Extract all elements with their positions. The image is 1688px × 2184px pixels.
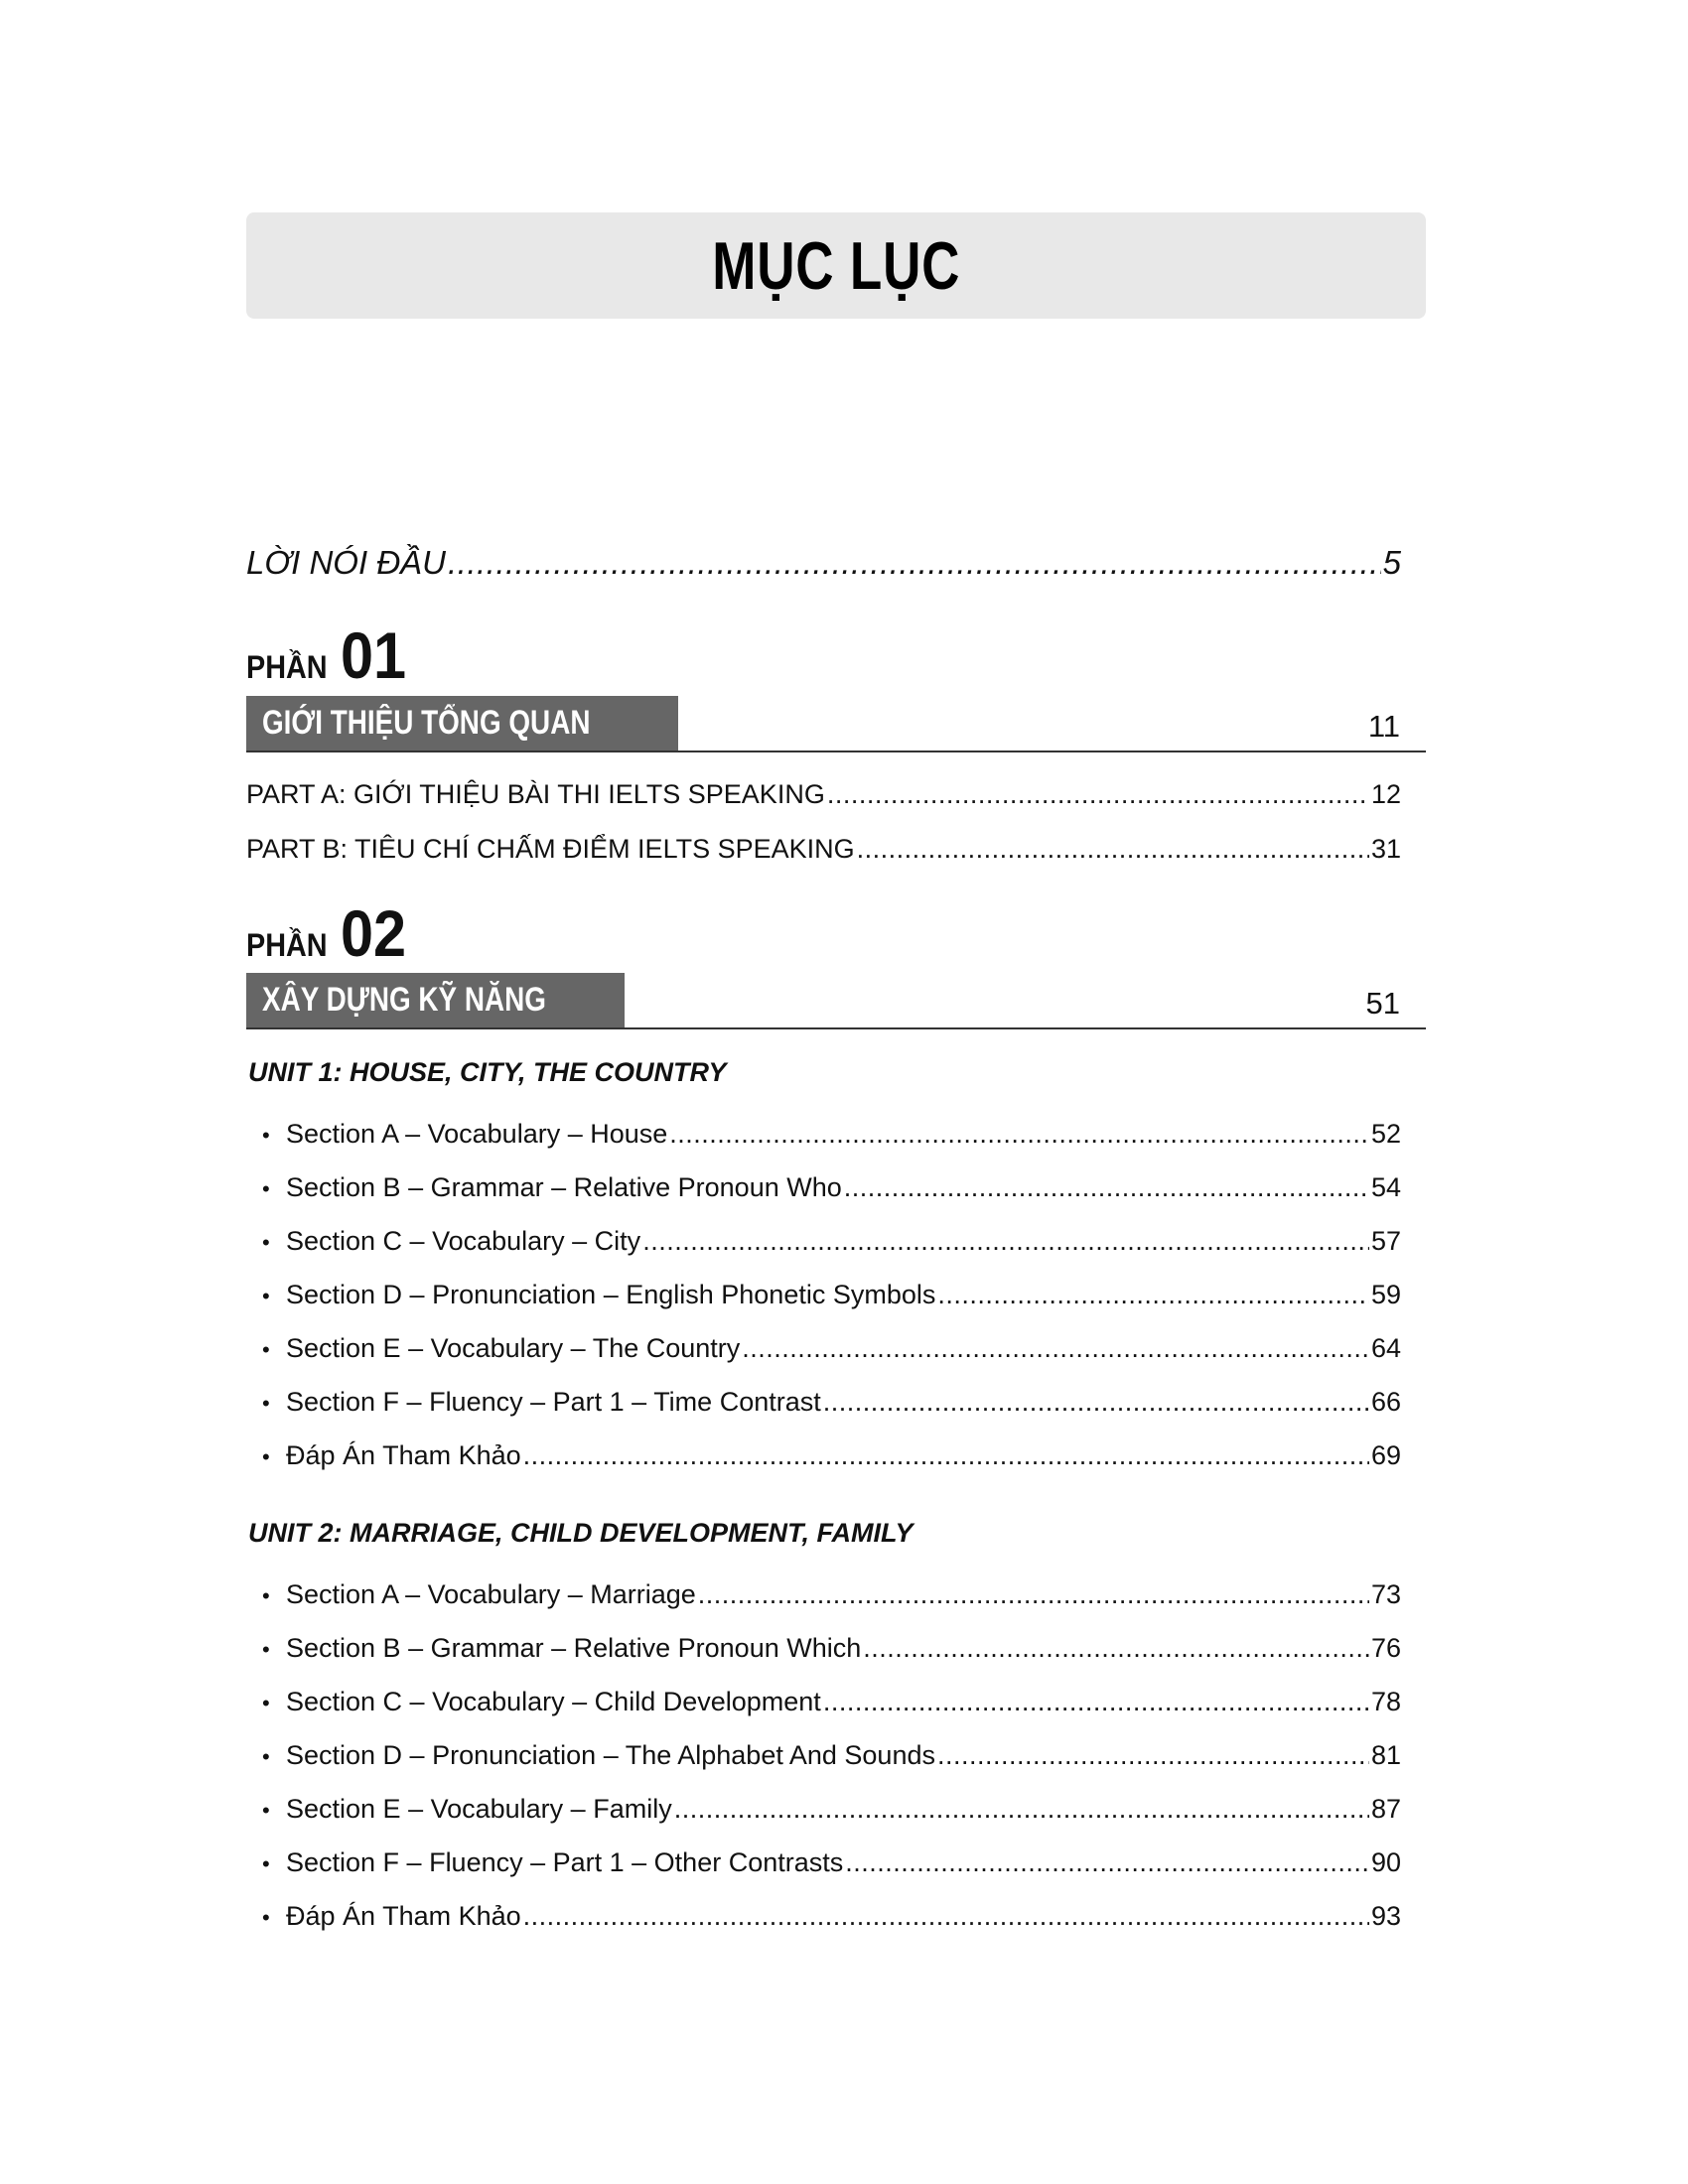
entry-page: 76: [1370, 1633, 1401, 1663]
toc-entry[interactable]: [262, 1387, 1401, 1418]
bullet-icon: •: [262, 1691, 270, 1715]
entry-page: 78: [1370, 1687, 1401, 1716]
toc-entry-preface[interactable]: [246, 544, 1401, 582]
entry-label: Section A – Vocabulary – Marriage: [286, 1579, 696, 1609]
bullet-icon: •: [262, 1176, 270, 1201]
toc-entry[interactable]: [262, 1119, 1401, 1150]
bullet-icon: •: [262, 1123, 270, 1148]
entry-label: Section D – Pronunciation – English Phonetic Symbols: [286, 1280, 936, 1309]
toc-entry[interactable]: [262, 1172, 1401, 1203]
dot-leader: [669, 1119, 1369, 1150]
toc-entry[interactable]: [262, 1226, 1401, 1257]
phan-label: PHẦN: [246, 649, 328, 685]
bullet-icon: •: [262, 1230, 270, 1255]
toc-entry[interactable]: [262, 1579, 1401, 1610]
entry-page: 31: [1370, 834, 1401, 864]
entry-label: Section E – Vocabulary – The Country: [286, 1333, 741, 1363]
dot-leader: [523, 1440, 1369, 1471]
dot-leader: [642, 1226, 1369, 1257]
entry-page: 87: [1370, 1794, 1401, 1824]
entry-label: Đáp Án Tham Khảo: [286, 1901, 521, 1931]
dot-leader: [857, 834, 1369, 865]
bullet-icon: •: [262, 1798, 270, 1823]
entry-label: Section F – Fluency – Part 1 – Other Contrasts: [286, 1847, 844, 1877]
dot-leader: [845, 1847, 1369, 1878]
entry-label: Section B – Grammar – Relative Pronoun Who: [286, 1172, 842, 1202]
entry-page: 59: [1370, 1280, 1401, 1309]
dot-leader: [674, 1794, 1369, 1825]
toc-entry[interactable]: [262, 1740, 1401, 1771]
dot-leader: [823, 1687, 1369, 1717]
phan-number: 01: [340, 618, 406, 692]
bullet-icon: •: [262, 1391, 270, 1416]
part-number-heading: [246, 617, 413, 693]
title-banner: [246, 212, 1426, 319]
entry-page: 66: [1370, 1387, 1401, 1417]
toc-entry[interactable]: [262, 1901, 1401, 1932]
entry-page: 52: [1370, 1119, 1401, 1149]
entry-page: 57: [1370, 1226, 1401, 1256]
entry-page: 54: [1370, 1172, 1401, 1202]
entry-label: Section C – Vocabulary – Child Development: [286, 1687, 821, 1716]
dot-leader: [523, 1901, 1369, 1932]
toc-entry[interactable]: [262, 1280, 1401, 1310]
toc-entry[interactable]: [262, 1333, 1401, 1364]
bullet-icon: •: [262, 1444, 270, 1469]
bullet-icon: •: [262, 1583, 270, 1608]
dot-leader: [937, 1740, 1369, 1771]
dot-leader: [863, 1633, 1369, 1664]
part-page: 11: [1367, 709, 1400, 744]
bullet-icon: •: [262, 1744, 270, 1769]
entry-page: 64: [1370, 1333, 1401, 1363]
bullet-icon: •: [262, 1905, 270, 1930]
phan-label: PHẦN: [246, 927, 328, 963]
dot-leader: [827, 779, 1369, 810]
entry-page: 90: [1370, 1847, 1401, 1877]
toc-entry[interactable]: [262, 1687, 1401, 1717]
toc-entry[interactable]: [262, 1847, 1401, 1878]
entry-page: 73: [1370, 1579, 1401, 1609]
dot-leader: [698, 1579, 1369, 1610]
part-heading-tag: GIỚI THIỆU TỔNG QUAN: [246, 696, 678, 751]
dot-leader: [823, 1387, 1369, 1418]
entry-label: Section C – Vocabulary – City: [286, 1226, 641, 1256]
entry-label: PART A: GIỚI THIỆU BÀI THI IELTS SPEAKING: [246, 779, 825, 809]
entry-page: 5: [1382, 544, 1401, 581]
dot-leader: [448, 544, 1381, 582]
entry-label: Section D – Pronunciation – The Alphabet And Sounds: [286, 1740, 935, 1770]
bullet-icon: •: [262, 1637, 270, 1662]
part-page: 51: [1365, 986, 1400, 1021]
bullet-icon: •: [262, 1851, 270, 1876]
entry-label: LỜI NÓI ĐẦU: [246, 544, 446, 581]
toc-entry[interactable]: [246, 779, 1401, 810]
unit-title[interactable]: UNIT 2: MARRIAGE, CHILD DEVELOPMENT, FAMILY: [248, 1518, 914, 1548]
entry-label: PART B: TIÊU CHÍ CHẤM ĐIỂM IELTS SPEAKING: [246, 834, 855, 864]
bullet-icon: •: [262, 1337, 270, 1362]
part-number-heading: [246, 895, 413, 971]
entry-label: Section F – Fluency – Part 1 – Time Contrast: [286, 1387, 821, 1417]
entry-label: Đáp Án Tham Khảo: [286, 1440, 521, 1470]
toc-entry[interactable]: [262, 1633, 1401, 1664]
entry-label: Section B – Grammar – Relative Pronoun Which: [286, 1633, 862, 1663]
entry-page: 81: [1370, 1740, 1401, 1770]
dot-leader: [742, 1333, 1369, 1364]
part-heading-bar[interactable]: [246, 973, 1426, 1029]
entry-label: Section A – Vocabulary – House: [286, 1119, 668, 1149]
entry-page: 69: [1370, 1440, 1401, 1470]
dot-leader: [937, 1280, 1369, 1310]
part-heading-tag: XÂY DỰNG KỸ NĂNG: [246, 973, 625, 1027]
dot-leader: [844, 1172, 1369, 1203]
unit-title[interactable]: UNIT 1: HOUSE, CITY, THE COUNTRY: [248, 1057, 727, 1087]
bullet-icon: •: [262, 1284, 270, 1308]
toc-entry[interactable]: [246, 834, 1401, 865]
page-title: MỤC LỤC: [711, 227, 960, 304]
entry-page: 12: [1370, 779, 1401, 809]
toc-entry[interactable]: [262, 1440, 1401, 1471]
entry-label: Section E – Vocabulary – Family: [286, 1794, 672, 1824]
part-heading-bar[interactable]: [246, 696, 1426, 752]
toc-entry[interactable]: [262, 1794, 1401, 1825]
entry-page: 93: [1370, 1901, 1401, 1931]
phan-number: 02: [340, 896, 406, 970]
